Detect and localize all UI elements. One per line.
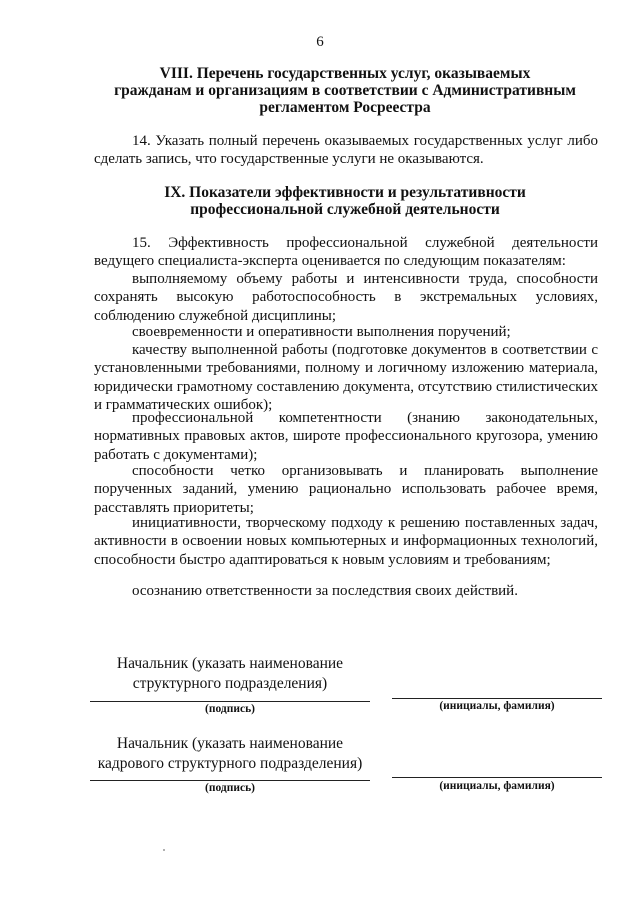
criterion-initiative: инициативности, творческому подходу к решению поставленных задач, активности в освоении новых компьютерных и информационных технологий, способности быстро адаптироваться к новым условиям и требованиям; bbox=[94, 515, 598, 568]
section-9-title-line: профессиональной служебной деятельности bbox=[190, 201, 500, 218]
scan-speck bbox=[163, 849, 165, 851]
signature-title-line: Начальник (указать наименование bbox=[116, 655, 344, 672]
signature-1-title bbox=[100, 654, 360, 694]
signature-1-sign-line bbox=[90, 701, 370, 702]
page-number: 6 bbox=[316, 34, 324, 50]
criterion-timeliness: своевременности и оперативности выполнения поручений; bbox=[132, 324, 511, 340]
criterion-workload: выполняемому объему работы и интенсивности труда, способности сохранять высокую работоспособность в экстремальных условиях, соблюдению служебной дисциплины; bbox=[94, 271, 598, 324]
section-8-title-line: гражданам и организациям в соответствии с Административным bbox=[114, 82, 576, 99]
criterion-quality: качеству выполненной работы (подготовке документов в соответствии с установленными требованиями, полному и логичному изложению материала, юридически грамотному составлению документа, отсутствию стилистических и грамматических ошибок); bbox=[94, 342, 598, 413]
section-8-title bbox=[90, 65, 600, 116]
signature-title-line: структурного подразделения) bbox=[132, 675, 328, 692]
section-9-title-line: IX. Показатели эффективности и результативности bbox=[164, 184, 526, 201]
signature-1-sign-caption: (подпись) bbox=[205, 703, 255, 715]
signature-2-name-line bbox=[392, 777, 602, 778]
signature-1-name-line bbox=[392, 698, 602, 699]
criterion-responsibility: осознанию ответственности за последствия своих действий. bbox=[132, 583, 518, 599]
signature-title-line: кадрового структурного подразделения) bbox=[97, 755, 363, 772]
signature-2-sign-caption: (подпись) bbox=[205, 782, 255, 794]
signature-title-line: Начальник (указать наименование bbox=[116, 735, 344, 752]
criterion-planning: способности четко организовывать и планировать выполнение порученных заданий, умению рационально использовать рабочее время, расставлять приоритеты; bbox=[94, 463, 598, 516]
paragraph-15-intro: 15. Эффективность профессиональной служебной деятельности ведущего специалиста-эксперта оценивается по следующим показателям: bbox=[94, 235, 598, 270]
signature-2-title bbox=[90, 734, 370, 774]
paragraph-14: 14. Указать полный перечень оказываемых государственных услуг либо сделать запись, что государственные услуги не оказываются. bbox=[94, 133, 598, 168]
section-9-title bbox=[90, 184, 600, 218]
signature-2-sign-line bbox=[90, 780, 370, 781]
signature-2-name-caption: (инициалы, фамилия) bbox=[439, 780, 555, 792]
section-8-title-line: регламентом Росреестра bbox=[259, 99, 431, 116]
signature-1-name-caption: (инициалы, фамилия) bbox=[439, 700, 555, 712]
section-8-title-line: VIII. Перечень государственных услуг, оказываемых bbox=[159, 65, 531, 82]
criterion-competence: профессиональной компетентности (знанию законодательных, нормативных правовых актов, широте профессионального кругозора, умению работать с документами); bbox=[94, 410, 598, 463]
